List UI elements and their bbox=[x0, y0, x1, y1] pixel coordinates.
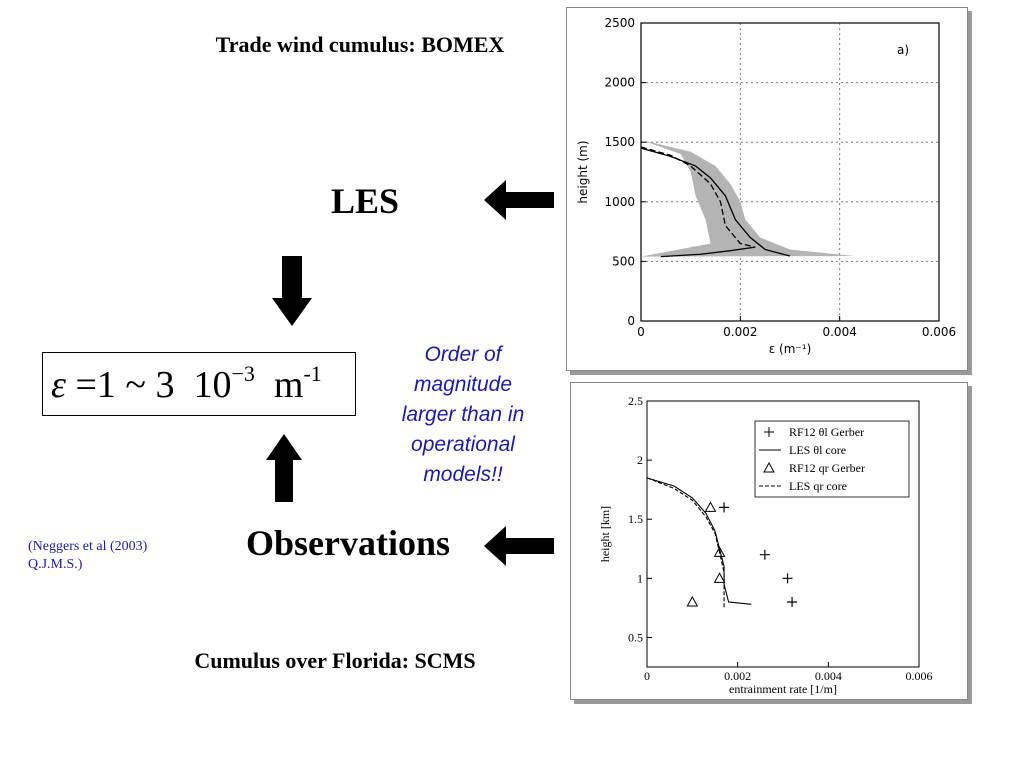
x-tick-label: 0.006 bbox=[905, 669, 933, 683]
equation-value-1: 1 bbox=[96, 364, 116, 406]
title-bomex: Trade wind cumulus: BOMEX bbox=[215, 32, 505, 57]
y-tick-label: 2000 bbox=[604, 75, 635, 90]
legend-label: LES qr core bbox=[789, 479, 847, 493]
y-axis-label: height (m) bbox=[576, 140, 590, 204]
observations-label: Observations bbox=[245, 523, 450, 563]
chart-bomex bbox=[567, 8, 967, 370]
y-tick-label: 500 bbox=[612, 254, 635, 269]
arrow-left-observations-icon bbox=[484, 526, 554, 566]
y-tick-label: 1 bbox=[637, 571, 643, 586]
arrow-up-icon bbox=[266, 434, 302, 502]
y-tick-label: 1500 bbox=[604, 135, 635, 150]
plot-frame bbox=[641, 23, 939, 321]
arrow-down-icon bbox=[272, 256, 312, 326]
title-scms: Cumulus over Florida: SCMS bbox=[194, 648, 476, 673]
note-line-3: larger than in bbox=[401, 403, 525, 426]
triangle-marker bbox=[687, 597, 697, 606]
chart-scms bbox=[571, 383, 967, 699]
chart-panel-bomex bbox=[566, 7, 968, 371]
citation-line-1: (Neggers et al (2003) bbox=[28, 539, 148, 554]
x-tick-label: 0.004 bbox=[822, 325, 857, 339]
equation-unit: m bbox=[273, 364, 304, 406]
equation-exp: −3 bbox=[231, 361, 255, 386]
series-line-1 bbox=[647, 478, 751, 604]
x-tick-label: 0.002 bbox=[723, 325, 758, 339]
plus-marker bbox=[783, 573, 793, 583]
equation-tilde: ~ bbox=[125, 364, 146, 406]
y-tick-label: 2.5 bbox=[628, 394, 643, 408]
y-tick-label: 0 bbox=[627, 314, 635, 328]
x-tick-label: 0 bbox=[637, 325, 645, 339]
y-tick-label: 2500 bbox=[604, 16, 635, 30]
equation-equals: = bbox=[75, 364, 97, 406]
note-line-2: magnitude bbox=[413, 373, 513, 396]
x-axis-label: ε (m⁻¹) bbox=[768, 342, 812, 356]
plus-marker bbox=[787, 597, 797, 607]
y-tick-label: 2 bbox=[637, 453, 643, 468]
plus-marker bbox=[719, 502, 729, 512]
citation bbox=[28, 538, 147, 574]
series-line-3 bbox=[647, 478, 724, 608]
legend-label: RF12 qr Gerber bbox=[789, 461, 865, 475]
note-line-4: operational bbox=[411, 433, 515, 456]
y-tick-label: 1000 bbox=[604, 194, 635, 209]
y-axis-label: height [km] bbox=[598, 505, 612, 563]
citation-line-2: Q.J.M.S.) bbox=[28, 557, 83, 572]
chart-panel-scms bbox=[570, 382, 968, 700]
equation bbox=[51, 361, 322, 407]
x-axis-label: entrainment rate [1/m] bbox=[729, 682, 837, 696]
x-tick-label: 0.004 bbox=[814, 669, 842, 683]
equation-symbol: ε bbox=[51, 364, 66, 406]
note-line-1: Order of bbox=[424, 343, 502, 366]
equation-base: 10 bbox=[193, 364, 232, 406]
x-tick-label: 0.006 bbox=[921, 325, 957, 339]
arrow-left-les-icon bbox=[484, 180, 554, 220]
x-tick-label: 0.002 bbox=[724, 669, 752, 683]
equation-unit-exp: -1 bbox=[303, 361, 322, 386]
les-label: LES bbox=[330, 181, 400, 221]
legend-label: RF12 θl Gerber bbox=[789, 425, 865, 439]
note-line-5: models!! bbox=[423, 463, 503, 486]
note-text bbox=[378, 340, 548, 490]
triangle-marker bbox=[705, 502, 715, 511]
triangle-marker bbox=[715, 573, 725, 582]
y-tick-label: 1.5 bbox=[628, 512, 643, 527]
x-tick-label: 0 bbox=[644, 669, 650, 683]
equation-value-2: 3 bbox=[155, 364, 175, 406]
plus-marker bbox=[760, 550, 770, 560]
y-tick-label: 0.5 bbox=[628, 630, 643, 645]
panel-label: a) bbox=[897, 43, 910, 57]
equation-box bbox=[42, 352, 356, 416]
legend-label: LES θl core bbox=[789, 443, 847, 457]
